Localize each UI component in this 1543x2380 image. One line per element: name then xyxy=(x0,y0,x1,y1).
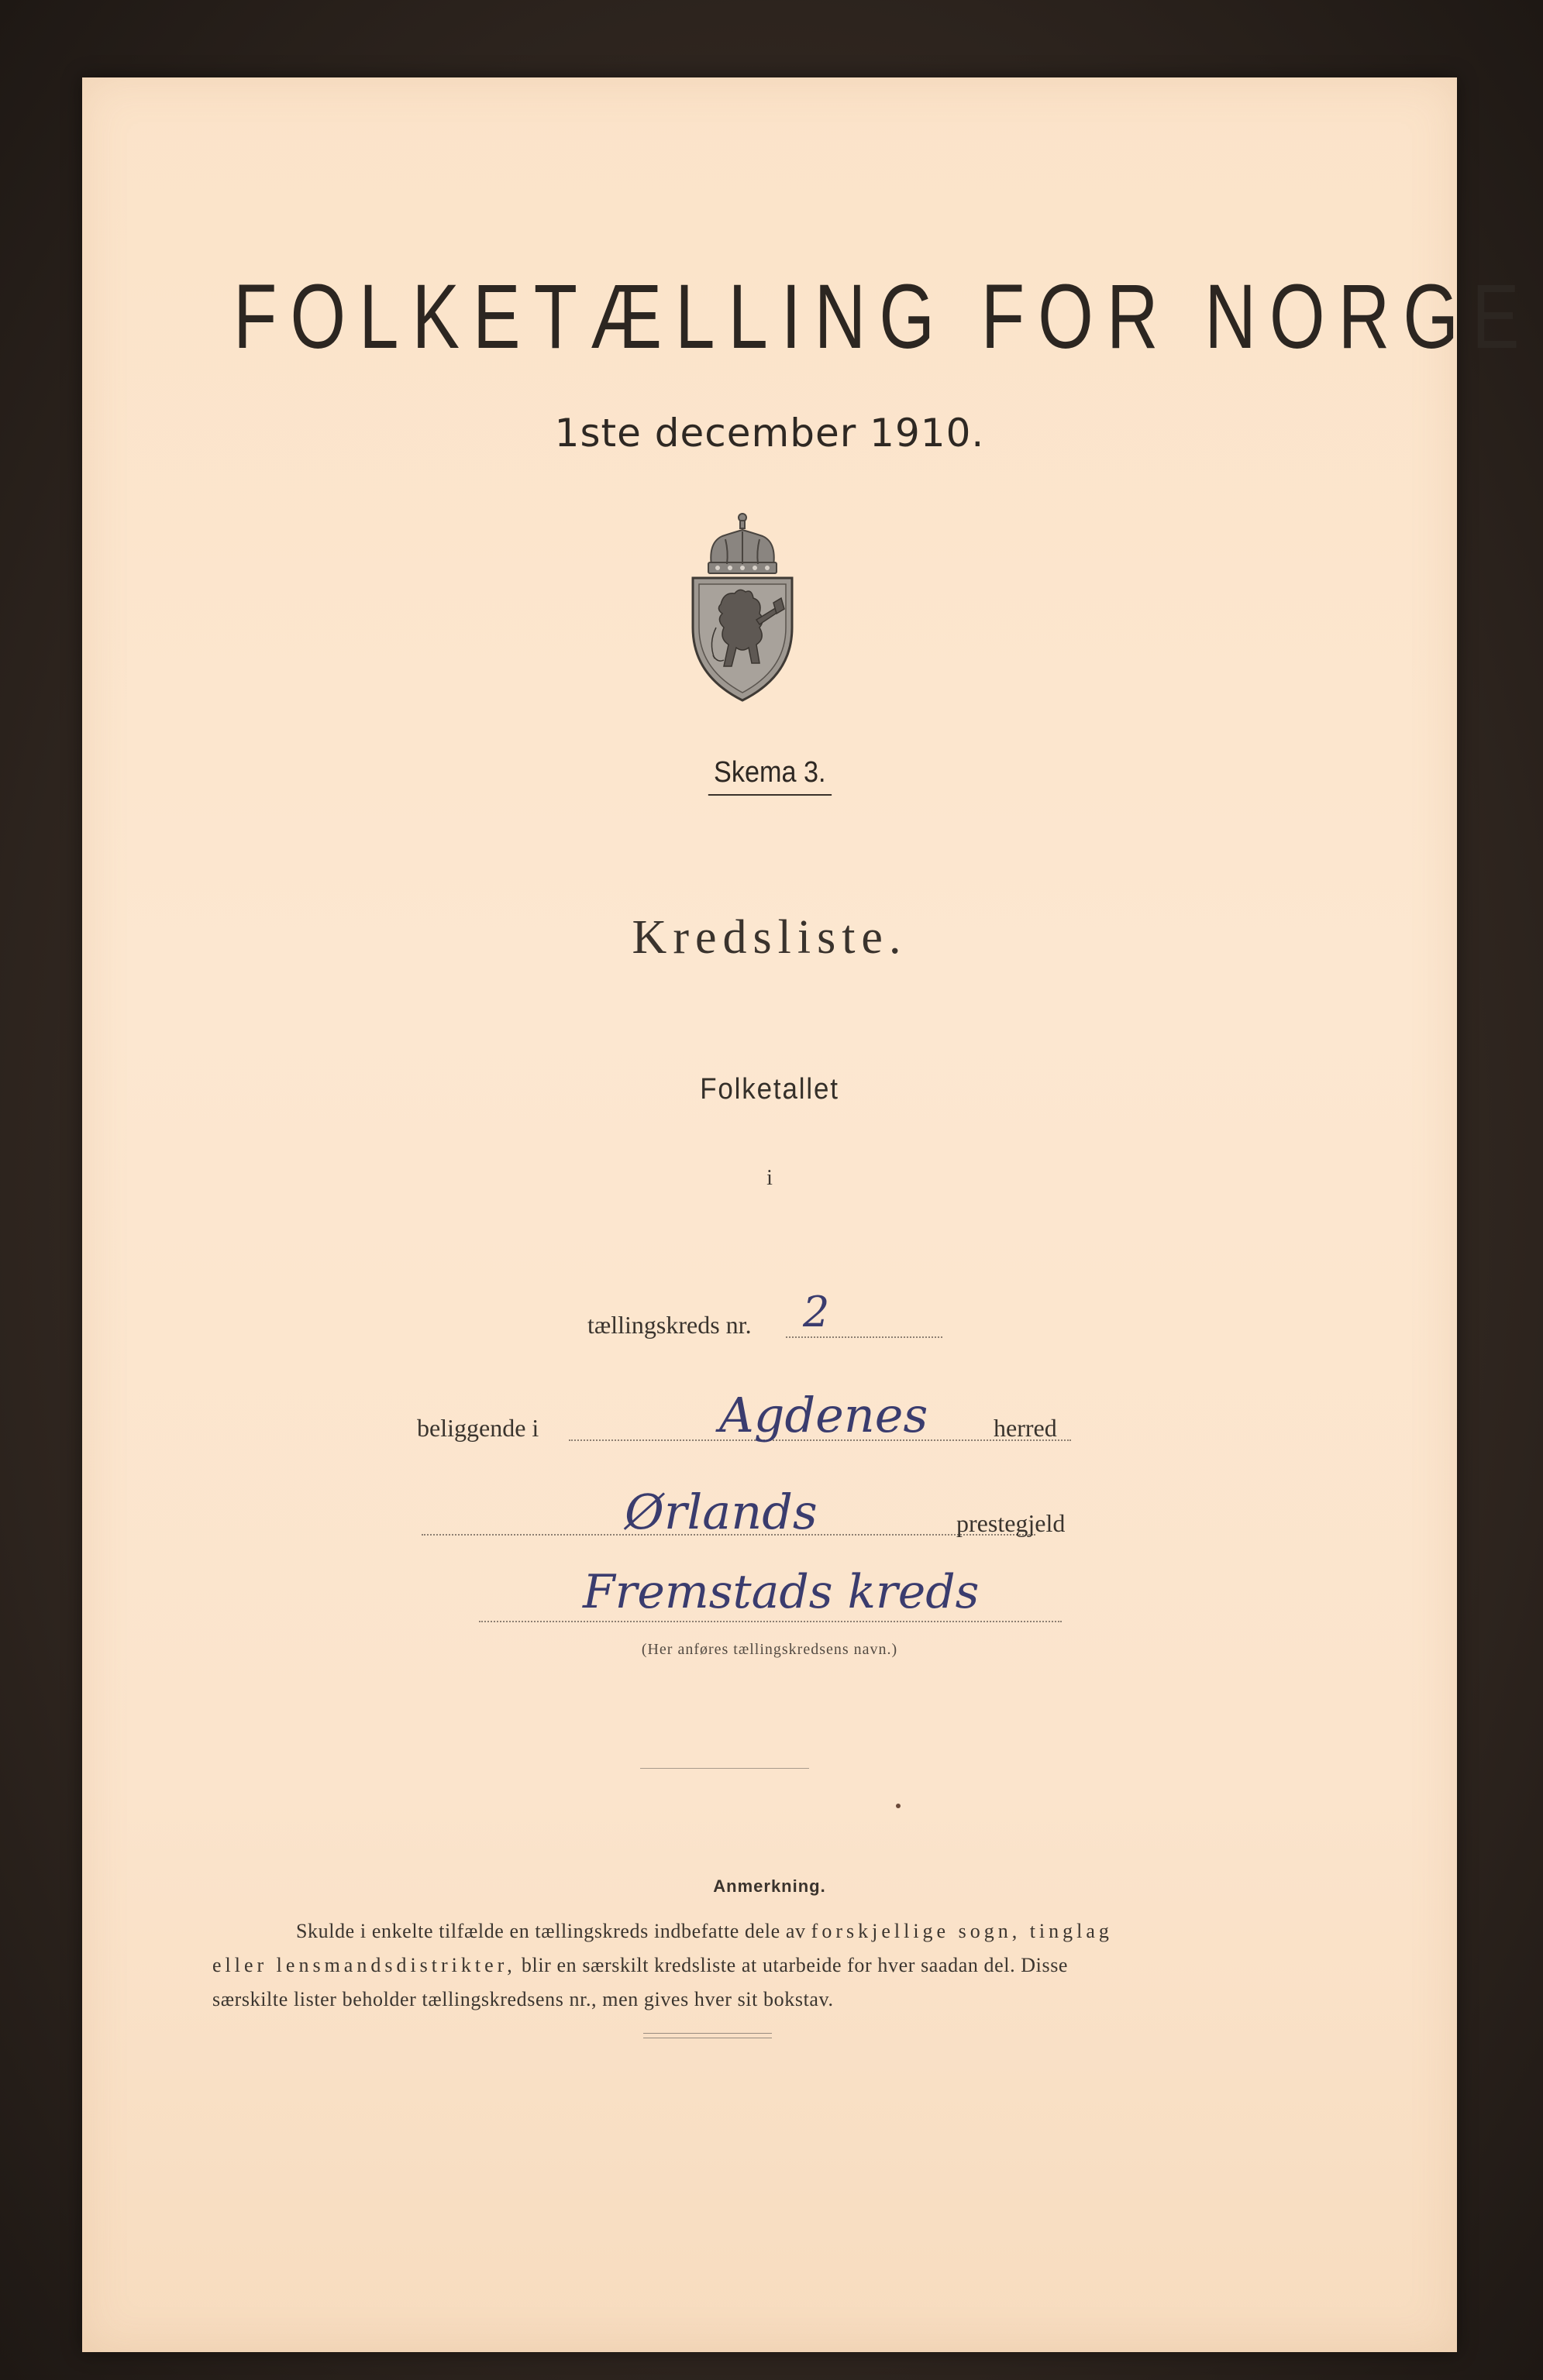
district-number-line xyxy=(786,1336,942,1338)
district-name-value: Fremstads kreds xyxy=(583,1565,980,1619)
municipality-value: Agdenes xyxy=(719,1387,928,1443)
form-heading: Kredsliste. xyxy=(632,911,908,964)
bottom-rule-top xyxy=(643,2033,772,2034)
remark-line-2: eller lensmandsdistrikter, blir en særskilt kredsliste at utarbeide for hver saadan del. Disse xyxy=(212,1954,1069,1976)
ink-spot xyxy=(896,1804,901,1808)
district-number-label: tællingskreds nr. xyxy=(587,1311,752,1339)
remark-line-3: særskilte lister beholder tællingskredsens nr., men gives hver sit bokstav. xyxy=(212,1988,834,2010)
parish-value: Ørlands xyxy=(625,1484,818,1540)
district-name-hint: (Her anføres tællingskredsens navn.) xyxy=(641,1641,898,1658)
census-date: 1ste december 1910. xyxy=(554,411,985,456)
location-prefix-label: beliggende i xyxy=(417,1414,539,1442)
remark-heading: Anmerkning. xyxy=(713,1876,826,1896)
parish-suffix-label: prestegjeld xyxy=(956,1509,1066,1537)
remark-line-1: Skulde i enkelte tilfælde en tællingskreds indbefatte dele av forskjellige sogn, tinglag xyxy=(296,1920,1113,1942)
norway-coat-of-arms-icon xyxy=(685,511,800,705)
preposition-text: i xyxy=(766,1166,773,1190)
district-number-value: 2 xyxy=(803,1288,830,1336)
district-name-line xyxy=(479,1621,1062,1622)
document-title: FOLKETÆLLING FOR NORGE xyxy=(233,266,1533,368)
section-divider xyxy=(640,1768,809,1769)
municipality-suffix-label: herred xyxy=(994,1414,1057,1442)
form-subheading: Folketallet xyxy=(700,1073,839,1106)
schema-number: Skema 3. xyxy=(82,756,1457,796)
census-form-page xyxy=(82,77,1533,2352)
